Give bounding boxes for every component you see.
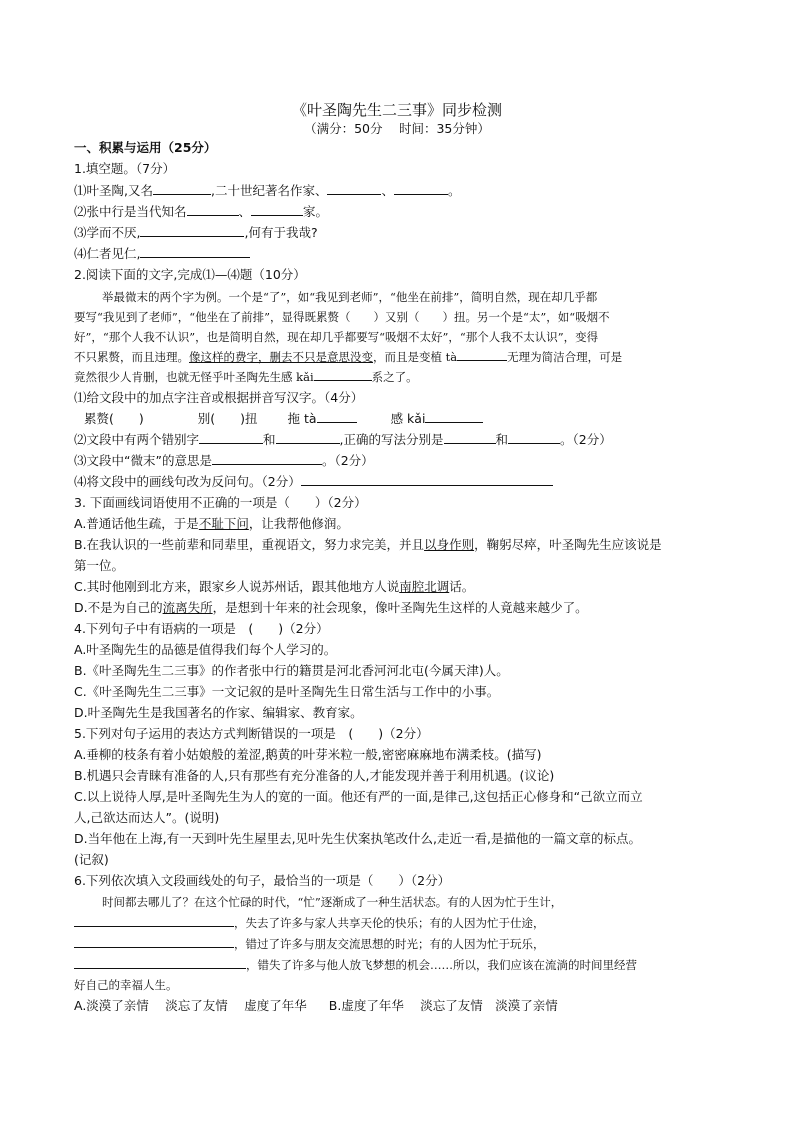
passage-line bbox=[74, 956, 637, 974]
underlined-term: 以身作则 bbox=[424, 537, 475, 552]
passage-line: 好”，“那个人我不认识”，也是简明自然，现在却几乎都要写“吸烟不太好”，“那个人我不太认识”，变得 bbox=[74, 330, 599, 344]
passage-text: 无理为简洁合理，可是 bbox=[507, 350, 623, 364]
passage-text: ，错失了许多与他人放飞梦想的机会……所以，我们应该在流淌的时间里经营 bbox=[246, 958, 637, 972]
answer-blank[interactable] bbox=[74, 956, 246, 969]
section-heading: 一、积累与运用（25分） bbox=[74, 140, 217, 155]
answer-blank[interactable] bbox=[276, 431, 340, 444]
q2-text: 。（2分） bbox=[321, 453, 374, 468]
page-title: 《叶圣陶先生二三事》同步检测 bbox=[291, 101, 502, 119]
underlined-sentence: 像这样的费字，删去不只是意思没变 bbox=[189, 350, 373, 364]
option-text: B.在我认识的一些前辈和同辈里，重视语文，努力求完美，并且 bbox=[74, 537, 425, 552]
q2-sub1-items bbox=[84, 410, 483, 428]
option-text: D.不是为自己的 bbox=[74, 600, 163, 615]
passage-line: 举最微末的两个字为例。一个是“了”，如“我见到老师”，“他坐在前排”，简明自然，现在却几乎都 bbox=[102, 290, 598, 304]
q1-l2c: 家。 bbox=[303, 204, 329, 219]
q3-stem: 3. 下面画线词语使用不正确的一项是（ ）（2分） bbox=[74, 495, 367, 510]
q3-option-c[interactable] bbox=[74, 578, 474, 596]
page-subtitle: （满分：50分 时间：35分钟） bbox=[304, 121, 490, 136]
answer-blank[interactable] bbox=[153, 182, 211, 195]
answer-blank[interactable] bbox=[212, 452, 322, 465]
q2-text: ⑷将文段中的画线句改为反问句。（2分） bbox=[74, 474, 301, 489]
q2-sub4 bbox=[74, 473, 553, 491]
answer-blank[interactable] bbox=[199, 431, 263, 444]
q2-text: 和 bbox=[263, 432, 276, 447]
answer-blank[interactable] bbox=[187, 203, 239, 216]
q2-item: 累赘( ) bbox=[84, 411, 144, 426]
q3-option-b[interactable] bbox=[74, 536, 662, 554]
q1-l1b: ,二十世纪著名作家、 bbox=[210, 183, 328, 198]
answer-blank[interactable] bbox=[314, 368, 372, 381]
q4-option-a[interactable]: A.叶圣陶先生的品德是值得我们每个人学习的。 bbox=[74, 642, 337, 657]
answer-blank[interactable] bbox=[457, 348, 507, 361]
answer-blank[interactable] bbox=[140, 245, 250, 258]
q6-stem: 6.下列依次填入文段画线处的句子，最恰当的一项是（ ）（2分） bbox=[74, 873, 451, 888]
answer-blank[interactable] bbox=[317, 410, 357, 423]
q1-l3b: ,何有于我哉? bbox=[244, 225, 318, 240]
answer-blank[interactable] bbox=[251, 203, 303, 216]
q1-stem: 1.填空题。（7分） bbox=[74, 161, 176, 176]
passage-text: ，失去了许多与家人共享天伦的快乐；有的人因为忙于仕途， bbox=[234, 916, 545, 930]
passage-line: 好自己的幸福人生。 bbox=[74, 978, 178, 992]
answer-blank[interactable] bbox=[140, 224, 244, 237]
q2-sub3 bbox=[74, 452, 374, 470]
answer-blank[interactable] bbox=[327, 182, 381, 195]
answer-blank[interactable] bbox=[74, 914, 234, 927]
q2-text: 。（2分） bbox=[560, 432, 612, 447]
option-text: ，鞠躬尽瘁，叶圣陶先生应该说是 bbox=[474, 537, 662, 552]
q5-option-c-cont: 人,己欲达而达人”。(说明) bbox=[74, 810, 220, 825]
q2-text: ⑶文段中“微末”的意思是 bbox=[74, 453, 212, 468]
passage-text: 系之了。 bbox=[371, 370, 418, 384]
q2-text: 和 bbox=[495, 432, 509, 447]
q1-l2a: ⑵张中行是当代知名 bbox=[74, 204, 187, 219]
passage-line bbox=[74, 368, 418, 386]
underlined-term: 流离失所 bbox=[162, 600, 213, 615]
q4-stem: 4.下列句子中有语病的一项是 ( )（2分） bbox=[74, 621, 329, 636]
option-text: C.其时他刚到北方来，跟家乡人说苏州话，跟其他地方人说 bbox=[74, 579, 400, 594]
q1-line1 bbox=[74, 182, 461, 200]
passage-line bbox=[74, 348, 622, 366]
q5-option-b[interactable]: B.机遇只会青睐有准备的人,只有那些有充分准备的人,才能发现并善于利用机遇。(议论) bbox=[74, 768, 555, 783]
answer-blank[interactable] bbox=[508, 431, 560, 444]
q4-option-d[interactable]: D.叶圣陶先生是我国著名的作家、编辑家、教育家。 bbox=[74, 705, 363, 720]
option-text: ，是想到十年来的社会现象，像叶圣陶先生这样的人竟越来越少了。 bbox=[212, 600, 588, 615]
answer-blank[interactable] bbox=[74, 935, 234, 948]
passage-line: 时间都去哪儿了？在这个忙碌的时代，“忙”逐渐成了一种生活状态。有的人因为忙于生计， bbox=[102, 895, 563, 909]
q5-option-d-cont: (记叙) bbox=[74, 852, 109, 867]
q1-line2 bbox=[74, 203, 328, 221]
q6-option-b[interactable]: B.虚度了年华 淡忘了友情 淡漠了亲情 bbox=[328, 998, 558, 1013]
q2-item: 别( )扭 bbox=[197, 411, 258, 426]
underlined-term: 不耻下问 bbox=[198, 516, 249, 531]
q1-l1d: 。 bbox=[447, 183, 461, 198]
q1-line3 bbox=[74, 224, 318, 242]
q5-option-c[interactable]: C.以上说待人厚,是叶圣陶先生为人的宽的一面。他还有严的一面,是律己,这包括正心修身和“己欲立而立 bbox=[74, 789, 643, 804]
q3-option-a[interactable] bbox=[74, 515, 349, 533]
option-text: A.普通话他生疏，于是 bbox=[74, 516, 199, 531]
answer-blank[interactable] bbox=[301, 473, 553, 486]
passage-text: 不只累赘，而且违理。 bbox=[74, 350, 189, 364]
q1-l1a: ⑴叶圣陶,又名 bbox=[74, 183, 153, 198]
q1-l1c: 、 bbox=[381, 183, 394, 198]
q2-text: ,正确的写法分别是 bbox=[339, 432, 444, 447]
answer-blank[interactable] bbox=[444, 431, 496, 444]
q5-stem: 5.下列对句子运用的表达方式判断错误的一项是 ( )（2分） bbox=[74, 726, 429, 741]
q6-option-a[interactable]: A.淡漠了亲情 淡忘了友情 虚度了年华 bbox=[74, 998, 307, 1013]
q3-option-d[interactable] bbox=[74, 599, 588, 617]
q2-sub2 bbox=[74, 431, 612, 449]
passage-text: 竟然很少人肯删，也就无怪乎叶圣陶先生感 kǎi bbox=[74, 370, 314, 384]
answer-blank[interactable] bbox=[425, 410, 483, 423]
passage-line bbox=[74, 914, 545, 932]
answer-blank[interactable] bbox=[394, 182, 448, 195]
passage-line: 要写“我见到了老师”，“他坐在了前排”，显得既累赘（ ）又别（ ）扭。另一个是“太”，如“吸烟不 bbox=[74, 310, 610, 324]
q4-option-c[interactable]: C.《叶圣陶先生二三事》一文记叙的是叶圣陶先生日常生活与工作中的小事。 bbox=[74, 684, 500, 699]
q6-options bbox=[74, 997, 558, 1015]
q1-line4 bbox=[74, 245, 250, 263]
q5-option-d[interactable]: D.当年他在上海,有一天到叶先生屋里去,见叶先生伏案执笔改什么,走近一看,是描他的一篇文章的标点。 bbox=[74, 831, 641, 846]
q1-l2b: 、 bbox=[238, 204, 252, 219]
q2-text: ⑵文段中有两个错别字 bbox=[74, 432, 200, 447]
q2-sub1: ⑴给文段中的加点字注音或根据拼音写汉字。（4分） bbox=[74, 390, 364, 405]
q2-item: 拖 tà bbox=[287, 411, 317, 426]
q2-item: 感 kǎi bbox=[390, 411, 426, 426]
option-text: 话。 bbox=[449, 579, 475, 594]
option-text: ，让我帮他修润。 bbox=[248, 516, 349, 531]
q2-stem: 2.阅读下面的文字,完成⑴—⑷题（10分） bbox=[74, 267, 306, 282]
passage-text: ，而且是变植 tà bbox=[373, 350, 458, 364]
q5-option-a[interactable]: A.垂柳的枝条有着小姑娘般的羞涩,鹅黄的叶芽米粒一般,密密麻麻地布满柔枝。(描写) bbox=[74, 747, 542, 762]
q4-option-b[interactable]: B.《叶圣陶先生二三事》的作者张中行的籍贯是河北香河河北屯(今属天津)人。 bbox=[74, 663, 509, 678]
q1-l3a: ⑶学而不厌, bbox=[74, 225, 141, 240]
q1-l4a: ⑷仁者见仁, bbox=[74, 246, 141, 261]
passage-line bbox=[74, 935, 545, 953]
underlined-term: 南腔北调 bbox=[399, 579, 450, 594]
q3-option-b-cont: 第一位。 bbox=[74, 558, 125, 573]
passage-text: ，错过了许多与朋友交流思想的时光；有的人因为忙于玩乐， bbox=[234, 937, 545, 951]
